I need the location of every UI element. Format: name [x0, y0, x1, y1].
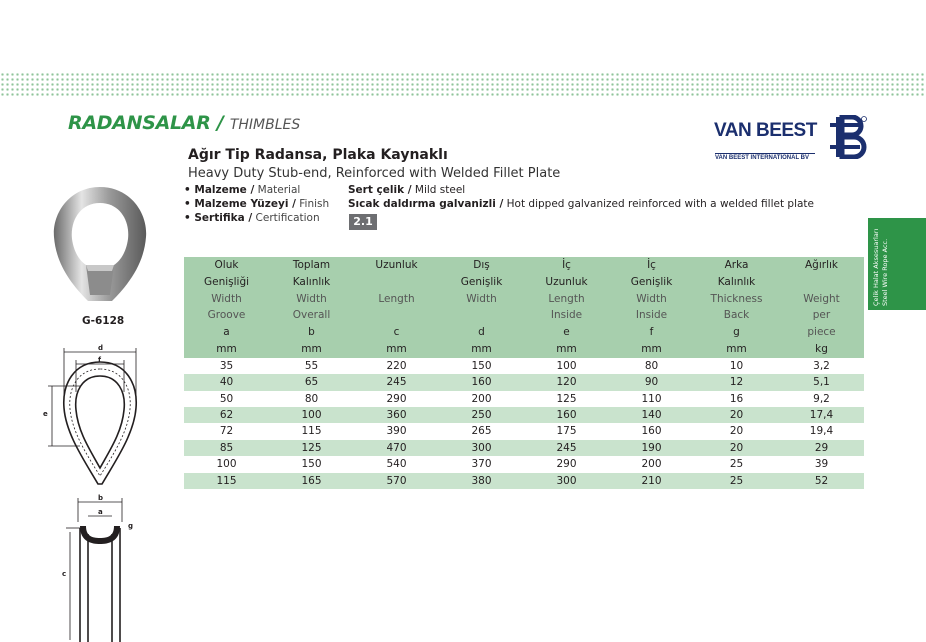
spec-label-tr: • Malzeme /	[184, 184, 255, 196]
van-beest-logo	[714, 118, 868, 162]
table-cell: 540	[354, 456, 439, 472]
table-cell: 5,1	[779, 374, 864, 390]
col-tr-1: İç	[562, 259, 571, 271]
table-cell: 65	[269, 374, 354, 390]
table-row	[184, 407, 864, 423]
table-cell: 200	[609, 456, 694, 472]
title-slash: /	[216, 112, 224, 134]
table-cell: 52	[779, 473, 864, 489]
table-cell: 72	[184, 423, 269, 439]
col-tr-2	[354, 274, 439, 291]
table-cell: 55	[269, 358, 354, 374]
col-en-2: Back	[723, 309, 750, 322]
table-cell: 20	[694, 423, 779, 439]
table-cell: 160	[439, 374, 524, 390]
table-cell: 90	[609, 374, 694, 390]
table-cell: 115	[269, 423, 354, 439]
product-title: Ağır Tip Radansa, Plaka Kaynaklı	[188, 147, 448, 163]
col-en-2	[354, 307, 439, 324]
table-cell: 35	[184, 358, 269, 374]
table-cell: 245	[524, 440, 609, 456]
table-cell: 150	[269, 456, 354, 472]
table-cell: 115	[184, 473, 269, 489]
column-header-c	[354, 257, 439, 358]
column-header-weight	[779, 257, 864, 358]
col-tr-2: Genişlik	[460, 275, 503, 288]
col-symbol: piece	[807, 326, 836, 339]
table-cell: 110	[609, 391, 694, 407]
col-symbol: d	[478, 326, 485, 339]
col-en-1: Thickness	[710, 292, 763, 305]
spec-finish-label	[184, 198, 329, 210]
table-cell: 62	[184, 407, 269, 423]
table-cell: 20	[694, 440, 779, 456]
col-tr-1: İç	[647, 259, 656, 271]
logo-tagline: VAN BEEST INTERNATIONAL BV	[715, 153, 815, 161]
col-symbol: f	[649, 326, 654, 339]
certification-badge: 2.1	[349, 214, 377, 230]
product-subtitle: Heavy Duty Stub-end, Reinforced with Welded Fillet Plate	[188, 166, 561, 181]
table-cell: 290	[354, 391, 439, 407]
table-cell: 360	[354, 407, 439, 423]
product-code: G-6128	[82, 315, 125, 327]
thimble-front-drawing	[40, 342, 160, 490]
table-cell: 370	[439, 456, 524, 472]
column-header-f	[609, 257, 694, 358]
col-unit: mm	[471, 342, 492, 355]
table-row	[184, 456, 864, 472]
table-cell: 380	[439, 473, 524, 489]
col-en-1: Length	[548, 292, 585, 305]
col-en-2: Inside	[550, 309, 583, 322]
col-en-2: per	[812, 309, 831, 322]
dotted-header-band	[0, 72, 926, 98]
col-tr-1: Toplam	[292, 259, 331, 271]
thimble-product-photo	[50, 183, 150, 305]
table-cell: 25	[694, 473, 779, 489]
col-tr-2: Genişlik	[630, 275, 673, 288]
col-en-2: Inside	[635, 309, 668, 322]
table-cell: 300	[524, 473, 609, 489]
table-cell: 125	[269, 440, 354, 456]
col-tr-2: Uzunluk	[545, 275, 588, 288]
table-cell: 12	[694, 374, 779, 390]
col-en-1: Width	[466, 292, 497, 305]
table-cell: 165	[269, 473, 354, 489]
spec-value-en: Hot dipped galvanized reinforced with a welded fillet plate	[506, 198, 814, 210]
spec-certification-label	[184, 212, 320, 224]
col-tr-1: Arka	[724, 259, 749, 271]
dim-label-d: d	[98, 344, 104, 352]
table-cell: 17,4	[779, 407, 864, 423]
col-unit: mm	[301, 342, 322, 355]
table-cell: 80	[269, 391, 354, 407]
table-cell: 190	[609, 440, 694, 456]
table-cell: 100	[269, 407, 354, 423]
table-cell: 80	[609, 358, 694, 374]
col-tr-2: Kalınlık	[717, 275, 756, 288]
table-cell: 120	[524, 374, 609, 390]
col-en-2	[439, 307, 524, 324]
col-symbol: c	[393, 326, 400, 339]
table-cell: 19,4	[779, 423, 864, 439]
table-cell: 3,2	[779, 358, 864, 374]
table-cell: 140	[609, 407, 694, 423]
spec-material-value	[348, 184, 465, 196]
table-cell: 10	[694, 358, 779, 374]
dim-label-a: a	[98, 508, 103, 516]
logo-b-mark-icon	[830, 115, 868, 159]
table-row	[184, 391, 864, 407]
col-tr-1: Ağırlık	[805, 259, 838, 271]
col-unit: kg	[815, 342, 828, 355]
table-header-row	[184, 257, 864, 358]
spec-label-en: Finish	[299, 198, 330, 210]
table-cell: 175	[524, 423, 609, 439]
col-tr-2: Genişliği	[203, 275, 250, 288]
section-title-tr: RADANSALAR	[68, 112, 211, 134]
col-en-1: Width	[211, 292, 242, 305]
dim-label-b: b	[98, 494, 104, 502]
column-header-a	[184, 257, 269, 358]
table-cell: 160	[609, 423, 694, 439]
col-unit: mm	[216, 342, 237, 355]
column-header-e	[524, 257, 609, 358]
column-header-b	[269, 257, 354, 358]
col-symbol: g	[733, 326, 740, 339]
col-symbol: a	[223, 326, 230, 339]
thimble-side-drawing	[58, 492, 142, 642]
spec-label-en: Material	[257, 184, 301, 196]
table-cell: 220	[354, 358, 439, 374]
col-unit: mm	[386, 342, 407, 355]
table-cell: 85	[184, 440, 269, 456]
col-en-1: Length	[378, 292, 415, 305]
table-cell: 20	[694, 407, 779, 423]
col-symbol: b	[308, 326, 315, 339]
col-tr-2: Kalınlık	[292, 275, 331, 288]
table-cell: 290	[524, 456, 609, 472]
column-header-d	[439, 257, 524, 358]
table-cell: 150	[439, 358, 524, 374]
dim-label-c: c	[62, 570, 67, 578]
col-unit: mm	[641, 342, 662, 355]
col-unit: mm	[556, 342, 577, 355]
spec-label-tr: • Malzeme Yüzeyi /	[184, 198, 296, 210]
spec-finish-value	[348, 198, 814, 210]
section-title-en: THIMBLES	[229, 117, 301, 133]
table-cell: 39	[779, 456, 864, 472]
table-cell: 210	[609, 473, 694, 489]
table-cell: 29	[779, 440, 864, 456]
col-symbol: e	[563, 326, 570, 339]
col-tr-1: Dış	[473, 259, 490, 271]
table-row	[184, 374, 864, 390]
spec-label-en: Certification	[255, 212, 320, 224]
side-category-tab[interactable]	[868, 218, 926, 310]
table-row	[184, 423, 864, 439]
table-cell: 100	[524, 358, 609, 374]
col-tr-2	[779, 274, 864, 291]
table-cell: 300	[439, 440, 524, 456]
table-row	[184, 440, 864, 456]
dimensions-table	[184, 257, 864, 489]
table-cell: 25	[694, 456, 779, 472]
table-row	[184, 473, 864, 489]
logo-name: VAN BEEST	[714, 120, 817, 141]
column-header-g	[694, 257, 779, 358]
table-cell: 470	[354, 440, 439, 456]
col-en-2: Overall	[292, 309, 331, 322]
spec-value-tr: Sert çelik /	[348, 184, 412, 196]
spec-material-label	[184, 184, 300, 196]
table-cell: 125	[524, 391, 609, 407]
col-en-1: Weight	[803, 292, 840, 305]
col-en-2: Groove	[207, 309, 246, 322]
table-row	[184, 358, 864, 374]
table-cell: 570	[354, 473, 439, 489]
table-cell: 245	[354, 374, 439, 390]
spec-label-tr: • Sertifika /	[184, 212, 253, 224]
side-tab-line-en: Steel Wire Rope Acc.	[881, 238, 889, 306]
col-tr-1: Uzunluk	[375, 259, 418, 271]
spec-value-tr: Sıcak daldırma galvanizli /	[348, 198, 504, 210]
dim-label-e: e	[43, 410, 48, 418]
table-cell: 16	[694, 391, 779, 407]
table-cell: 250	[439, 407, 524, 423]
dim-label-g: g	[128, 522, 134, 530]
col-tr-1: Oluk	[214, 259, 239, 271]
table-cell: 390	[354, 423, 439, 439]
table-cell: 100	[184, 456, 269, 472]
table-cell: 160	[524, 407, 609, 423]
dim-label-f: f	[98, 356, 102, 364]
section-title	[68, 112, 300, 134]
table-cell: 9,2	[779, 391, 864, 407]
table-cell: 40	[184, 374, 269, 390]
col-unit: mm	[726, 342, 747, 355]
col-en-1: Width	[296, 292, 327, 305]
table-cell: 200	[439, 391, 524, 407]
table-cell: 50	[184, 391, 269, 407]
table-cell: 265	[439, 423, 524, 439]
col-en-1: Width	[636, 292, 667, 305]
side-tab-line-tr: Çelik Halat Aksesuarları	[872, 228, 880, 306]
spec-value-en: Mild steel	[414, 184, 466, 196]
